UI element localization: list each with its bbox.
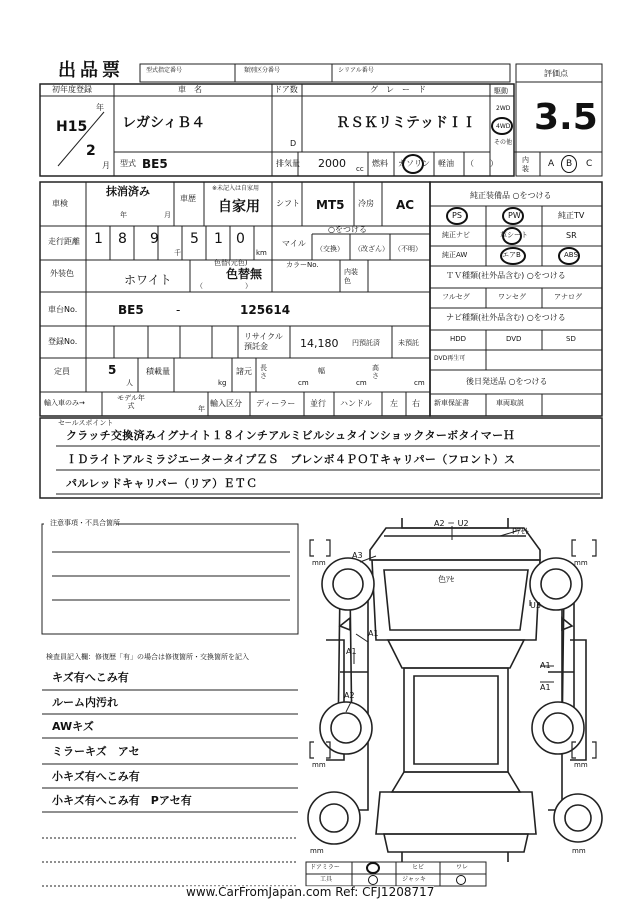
form-title: 出品票	[58, 60, 124, 81]
interior-color-label: 内装色	[344, 268, 358, 285]
drive-other: その他	[494, 139, 513, 146]
dims-label: 諸元	[236, 367, 252, 376]
selling-line-2: ＩＤライトアルミラジエータータイプＺＳ ブレンボ４ＰＯＴキャリパー（フロント）ス	[66, 453, 516, 466]
year-unit: 年	[96, 103, 104, 112]
import-label: 輸入車のみ→	[44, 399, 85, 407]
equip-aw: 純正AW	[442, 251, 468, 259]
recycle-label: リサイクル預託金	[244, 332, 283, 351]
footer-watermark: www.CarFromJapan.com Ref: CFJ1208717	[186, 885, 435, 899]
code-a1-right2: A1	[540, 683, 551, 692]
color-no-label: 色替(元色)	[214, 259, 248, 267]
equip-abs: ABS	[564, 251, 578, 259]
inspector-label: 検査員記入欄：修復歴「有」の場合は修復箇所・交換箇所を記入	[46, 653, 249, 661]
equip-abs-circle	[558, 247, 580, 265]
mileage-modified: （改ざん）	[354, 245, 389, 253]
fuel-paren: （ ）	[466, 159, 498, 168]
seats-value: 5	[108, 363, 117, 377]
fuel-gasoline: ガソリン	[398, 159, 430, 168]
equip-leather-circle	[502, 227, 522, 245]
code-paseto: Pｱｾﾄ	[512, 527, 529, 536]
mileage-digit-4: 5	[190, 231, 199, 247]
length-cm: cm	[298, 379, 309, 387]
equip-ps: PS	[452, 211, 462, 220]
fuel-label: 燃料	[372, 159, 388, 168]
displacement: 2000	[318, 157, 346, 170]
legend-door-mirror: ドアミラー	[310, 864, 340, 871]
doors-label: ドア数	[274, 85, 298, 94]
mileage-digit-5: 1	[214, 231, 223, 247]
mm-rear-left: mm	[312, 761, 326, 769]
height-cm: cm	[414, 379, 425, 387]
chassis-number: 125614	[240, 303, 291, 317]
color-code-label: カラーNo.	[286, 261, 319, 269]
doors-value: D	[290, 139, 297, 148]
handle-left: 左	[390, 399, 398, 408]
color-label: 外装色	[50, 269, 74, 278]
note-item-5: 小キズ有へこみ有	[52, 770, 140, 783]
code-a1-right: A1	[540, 661, 551, 670]
car-name: レガシィＢ４	[122, 115, 206, 131]
tv-fullseg: フルセグ	[442, 293, 470, 301]
warranty: 新車保証書	[434, 399, 469, 407]
mm-spare-right: mm	[572, 847, 586, 855]
chassis-label: 車台No.	[48, 305, 78, 314]
interior-label: 内装	[522, 156, 529, 173]
later-title: 後日発送品 ○をつける	[466, 377, 548, 386]
equip-leather: 革シート	[500, 231, 528, 239]
seats-label: 定員	[54, 367, 70, 376]
mark-instruction: ○をつける	[328, 225, 367, 234]
handle-right: 右	[412, 399, 420, 408]
drive-label: 駆動	[494, 87, 508, 95]
equip-ps-circle	[446, 207, 468, 225]
navi-hdd: HDD	[450, 335, 467, 343]
form-number-label: 型式指定番号	[146, 67, 183, 74]
grade: ＲＳＫリミテッドＩＩ	[336, 115, 476, 131]
car-name-label: 車 名	[178, 85, 202, 94]
recycle-value: 14,180	[300, 337, 339, 350]
mm-front-right: mm	[574, 559, 588, 567]
usage-label: 車歴	[180, 194, 196, 203]
mileage-digit-6: 0	[236, 231, 245, 247]
inspection-label: 車検	[52, 199, 68, 208]
km-unit: km	[256, 249, 267, 257]
tv-oneseg: ワンセグ	[498, 293, 526, 301]
tv-type-title: ＴＶ種類(社外品含む) ○をつける	[446, 271, 566, 280]
note-item-4: ミラーキズ アセ	[52, 745, 140, 758]
note-item-3: AWキズ	[52, 720, 94, 733]
code-iroase: 色ｱｾ	[438, 575, 454, 584]
navi-sd: SD	[566, 335, 576, 343]
color-change: 色替無	[226, 267, 263, 281]
first-reg-era: H15	[56, 119, 88, 135]
mileage-digit-1: 1	[94, 231, 103, 247]
mile-label: マイル	[282, 239, 306, 248]
interior-b: B	[566, 159, 573, 169]
width-cm: cm	[356, 379, 367, 387]
legend-tools-circle	[368, 875, 378, 885]
selling-line-3: パルレッドキャリパー（リア）ＥＴＣ	[66, 477, 258, 490]
legend-mirror-circle	[366, 862, 380, 874]
legend-crack: ヒビ	[412, 864, 425, 871]
chassis-prefix: BE5	[118, 303, 144, 317]
chassis-dash: -	[176, 303, 181, 317]
code-a1-left2: A1	[346, 647, 357, 656]
color-paren: （ ）	[196, 282, 252, 290]
note-item-2: ルーム内汚れ	[52, 696, 118, 709]
thousand-unit: 千	[174, 249, 181, 257]
mileage-label: 走行距離	[48, 237, 80, 246]
inspection-value: 抹消済み	[106, 185, 150, 198]
inspection-year-unit: 年	[120, 211, 127, 219]
drive-4wd: 4WD	[496, 123, 511, 130]
category-number-label: 類別区分番号	[244, 67, 281, 74]
color-value: ホワイト	[124, 273, 172, 287]
equip-navi: 純正ナビ	[442, 231, 470, 239]
usage-note: ※未記入は自家用	[212, 185, 260, 192]
drive-2wd: 2WD	[496, 105, 511, 112]
equip-sr: SR	[566, 231, 577, 240]
reg-label: 登録No.	[48, 337, 78, 346]
dvd-play: DVD再生可	[434, 355, 466, 362]
legend-break: ワレ	[456, 864, 469, 871]
mileage-exchange: （交換）	[316, 245, 344, 253]
inspection-month-unit: 月	[164, 211, 171, 219]
persons-unit: 人	[126, 379, 133, 387]
code-a3: A3	[352, 551, 363, 560]
code-u3: U3	[530, 601, 541, 610]
model-year-label: モデル年式	[117, 394, 145, 410]
mm-spare-left: mm	[310, 847, 324, 855]
mileage-digit-2: 8	[118, 231, 127, 247]
recycle-not: 未預託	[398, 339, 419, 347]
shift-label: シフト	[276, 199, 300, 208]
score: 3.5	[534, 97, 598, 138]
first-reg-month: 2	[86, 143, 96, 159]
handle-label: ハンドル	[340, 399, 372, 408]
shift-value: MT5	[316, 198, 345, 212]
height-label: 高さ	[372, 364, 379, 380]
equip-pw-circle	[502, 207, 524, 225]
genuine-title: 純正装備品 ○をつける	[470, 191, 552, 200]
fuel-circle	[402, 154, 424, 174]
equip-airbag-circle	[500, 247, 526, 265]
import-type-label: 輸入区分	[210, 399, 242, 408]
mileage-digit-3: 9	[150, 231, 159, 247]
note-item-6: 小キズ有へこみ有 Pアセ有	[52, 794, 192, 807]
note-item-1: キズ有へこみ有	[52, 671, 129, 684]
selling-points-label: セールスポイント	[58, 419, 114, 427]
mileage-unknown: （不明）	[394, 245, 422, 253]
manual: 車両取説	[496, 399, 524, 407]
ac-label: 冷房	[358, 199, 374, 208]
legend-jack-circle	[456, 875, 466, 885]
drive-4wd-circle	[491, 117, 513, 135]
import-dealer: ディーラー	[256, 399, 296, 408]
equip-airbag: エアB	[502, 251, 521, 259]
mm-front-left: mm	[312, 559, 326, 567]
first-reg-label: 初年度登録	[52, 85, 92, 94]
month-unit: 月	[102, 161, 110, 170]
width-label: 幅	[318, 367, 325, 375]
interior-b-circle	[561, 155, 577, 173]
code-a2u2: A2 ＝ U2	[434, 519, 469, 528]
navi-type-title: ナビ種類(社外品含む) ○をつける	[446, 313, 566, 322]
legend-jack: ジャッキ	[402, 876, 426, 883]
code-a2-left: A2	[344, 691, 355, 700]
navi-dvd: DVD	[506, 335, 522, 343]
load-kg-unit: kg	[218, 379, 227, 387]
rating-label: 評価点	[544, 69, 568, 78]
grade-label: グ レ ー ド	[370, 85, 426, 94]
model: BE5	[142, 157, 168, 171]
notes-label: 注意事項・不具合箇所	[50, 519, 120, 527]
length-label: 長さ	[260, 364, 267, 380]
equip-pw: PW	[508, 211, 521, 220]
import-year-unit: 年	[198, 405, 205, 413]
displacement-label: 排気量	[276, 159, 300, 168]
import-parallel: 並行	[310, 399, 326, 408]
cc-unit: cc	[356, 165, 364, 173]
load-label: 積載量	[146, 367, 170, 376]
fuel-light: 軽油	[438, 159, 454, 168]
equip-tv: 純正TV	[558, 211, 585, 220]
tv-analog: アナログ	[554, 293, 582, 301]
code-a1-left: A1	[368, 629, 379, 638]
serial-label: シリアル番号	[338, 67, 374, 74]
mm-rear-right: mm	[574, 761, 588, 769]
interior-a: A	[548, 159, 555, 169]
model-label: 型式	[120, 159, 136, 168]
usage-value: 自家用	[218, 199, 260, 215]
recycle-unit: 円預託済	[352, 339, 380, 347]
ac-value: AC	[396, 198, 415, 212]
legend-tools: 工具	[320, 876, 333, 883]
interior-c: C	[586, 159, 593, 169]
selling-line-1: クラッチ交換済みイグナイト１８インチアルミビルシュタインショックターボタイマーＨ	[66, 429, 515, 442]
